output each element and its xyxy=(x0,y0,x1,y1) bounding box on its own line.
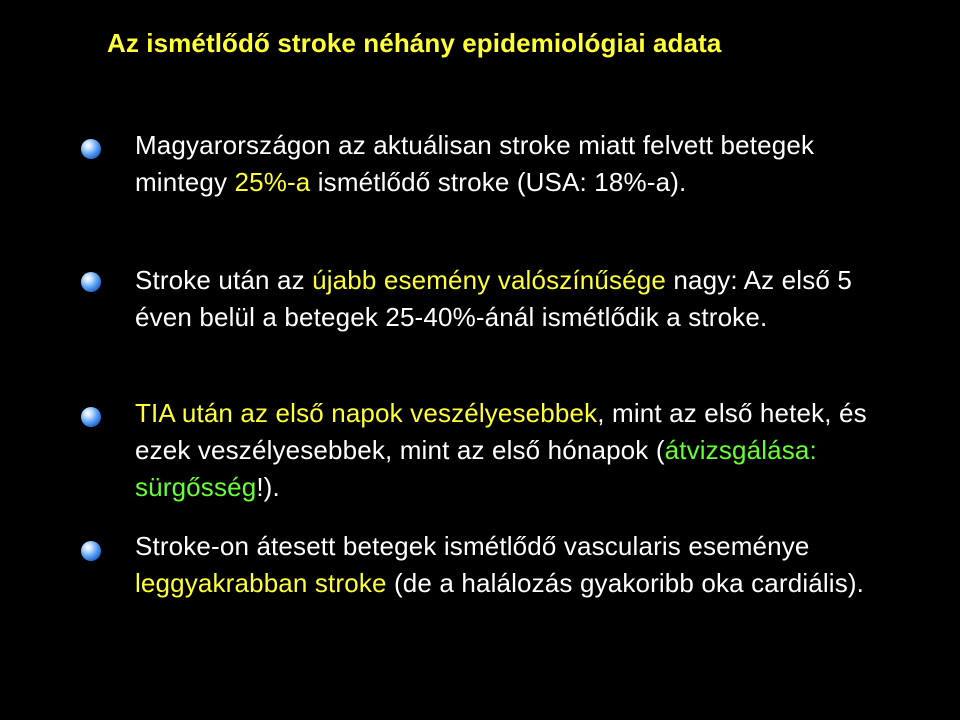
bullet-text xyxy=(135,395,895,506)
bullet-text-segment: !). xyxy=(256,472,280,502)
bullet-text xyxy=(135,528,895,602)
bullet-text xyxy=(135,127,895,201)
bullet-text-segment: (de a halálozás gyakoribb oka cardiális). xyxy=(386,568,865,598)
bullet-text-segment: Stroke-on átesett betegek ismétlődő vascularis eseménye xyxy=(135,531,810,561)
bullet-text-segment: Magyarországon az aktuálisan stroke miatt felvett betegek mintegy xyxy=(135,130,815,197)
highlight-yellow-text: TIA után az első napok veszélyesebbek xyxy=(135,398,598,428)
bullet-dot-icon xyxy=(81,407,101,427)
bullet-text-segment: ismétlődő stroke (USA: 18%-a). xyxy=(310,167,687,197)
slide-title: Az ismétlődő stroke néhány epidemiológiai adata xyxy=(107,28,722,58)
bullet-text-segment: Stroke után az xyxy=(135,265,313,295)
highlight-yellow-text: leggyakrabban stroke xyxy=(135,568,387,598)
highlight-green-text: átvizsgálása: sürgősség xyxy=(135,435,817,502)
bullet-text xyxy=(135,262,895,336)
bullet-text-segment: , mint az első hetek, és ezek veszélyesebbek, mint az első hónapok ( xyxy=(135,398,867,465)
highlight-yellow-text: újabb esemény valószínűsége xyxy=(312,265,666,295)
bullet-dot-icon xyxy=(81,541,101,561)
highlight-yellow-text: 25%-a xyxy=(234,167,311,197)
bullet-dot-icon xyxy=(81,272,101,292)
bullet-text-segment: nagy: Az első 5 éven belül a betegek 25-40%-ánál ismétlődik a stroke. xyxy=(135,265,852,332)
bullet-dot-icon xyxy=(81,139,101,159)
